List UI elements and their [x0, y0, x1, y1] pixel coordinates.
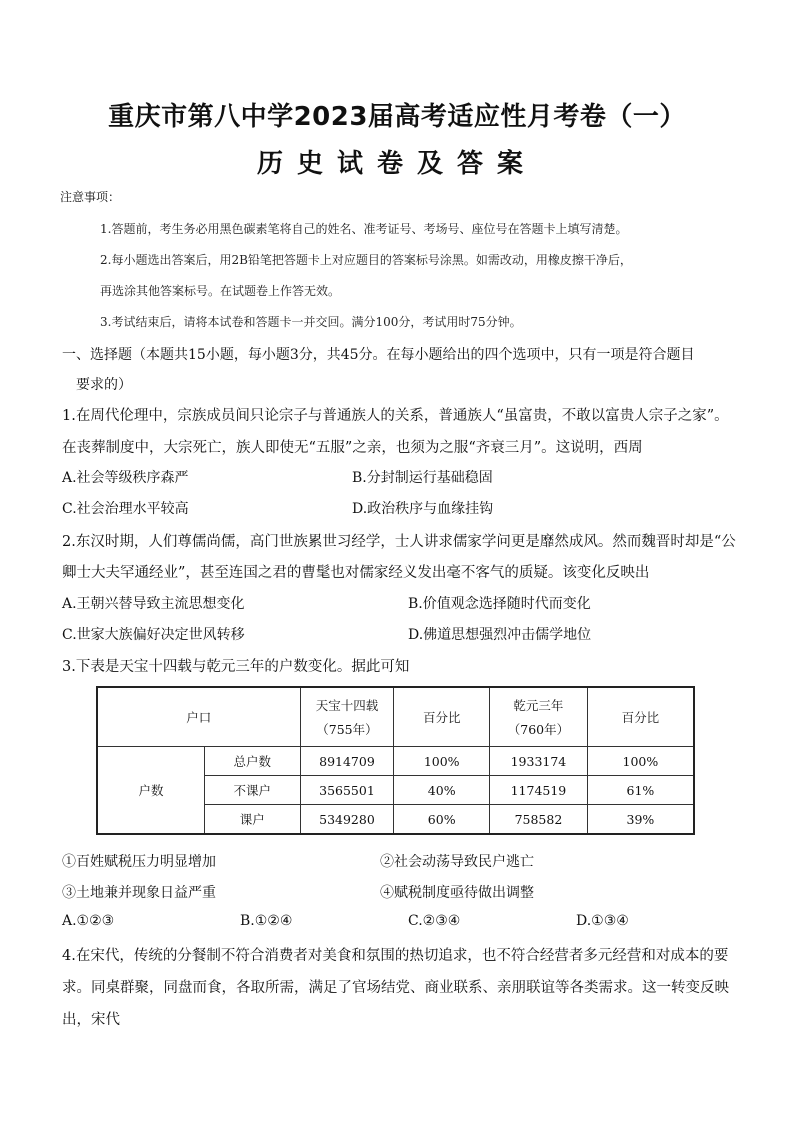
row-label: 总户数 [205, 747, 301, 776]
question-4-text: 4.在宋代，传统的分餐制不符合消费者对美食和氛围的热切追求，也不符合经营者多元经营和对成本的要 [62, 948, 729, 964]
cell-value: 3565501 [300, 776, 394, 805]
cell-percent: 61% [587, 776, 694, 805]
header-year-760 [490, 687, 588, 747]
question-1-option-b: B.分封制运行基础稳固 [352, 470, 493, 486]
question-4-text: 求。同桌群聚，同盘而食，各取所需，满足了官场结党、商业联系、亲朋联谊等各类需求。这一转变反映 [62, 980, 729, 996]
question-3-statement-4: ④赋税制度亟待做出调整 [380, 885, 534, 901]
question-3-option-b: B.①②④ [240, 913, 293, 929]
header-hukou: 户口 [97, 687, 300, 747]
question-1-text: 在丧葬制度中，大宗死亡，族人即使无“五服”之亲，也须为之服“齐衰三月”。这说明，西周 [62, 440, 643, 456]
question-4-text: 出，宋代 [62, 1012, 120, 1028]
question-2-text: 2.东汉时期，人们尊儒尚儒，高门世族累世习经学，士人讲求儒家学问更是靡然成风。然而魏晋时却是“公 [62, 534, 736, 550]
question-2-text: 卿士大夫罕通经业”，甚至连国之君的曹髦也对儒家经义发出毫不客气的质疑。该变化反映出 [62, 565, 650, 581]
household-table [96, 686, 695, 835]
question-1-text: 1.在周代伦理中，宗族成员间只论宗子与普通族人的关系，普通族人“虽富贵，不敢以富贵人宗子之家”。 [62, 408, 729, 424]
question-3-option-a: A.①②③ [62, 913, 115, 929]
question-3-statement-1: ①百姓赋税压力明显增加 [62, 854, 216, 870]
cell-percent: 40% [394, 776, 490, 805]
question-3-statement-3: ③土地兼并现象日益严重 [62, 885, 216, 901]
header-year-755-line1: 天宝十四载 [315, 698, 379, 713]
header-year-755 [300, 687, 394, 747]
notice-item: 2.每小题选出答案后，用2B铅笔把答题卡上对应题目的答案标号涂黑。如需改动，用橡皮擦干净后， [100, 253, 632, 267]
notice-item: 1.答题前，考生务必用黑色碳素笔将自己的姓名、准考证号、考场号、座位号在答题卡上填写清楚。 [100, 222, 628, 236]
question-1-option-c: C.社会治理水平较高 [62, 501, 189, 517]
header-year-760-line2: （760年） [507, 722, 570, 737]
question-1-option-a: A.社会等级秩序森严 [62, 470, 189, 486]
cell-value: 758582 [490, 805, 588, 835]
cell-percent: 100% [394, 747, 490, 776]
question-3-text: 3.下表是天宝十四载与乾元三年的户数变化。据此可知 [62, 659, 410, 675]
question-2-option-d: D.佛道思想强烈冲击儒学地位 [408, 627, 592, 643]
question-2-option-c: C.世家大族偏好决定世风转移 [62, 627, 245, 643]
question-3-option-c: C.②③④ [408, 913, 461, 929]
cell-percent: 60% [394, 805, 490, 835]
header-percent-2: 百分比 [587, 687, 694, 747]
group-label: 户数 [97, 747, 205, 835]
section-heading: 一、选择题（本题共15小题，每小题3分，共45分。在每小题给出的四个选项中，只有一项是符合题目 [62, 347, 695, 363]
cell-value: 8914709 [300, 747, 394, 776]
question-2-option-a: A.王朝兴替导致主流思想变化 [62, 596, 245, 612]
header-year-760-line1: 乾元三年 [513, 698, 564, 713]
row-label: 不课户 [205, 776, 301, 805]
page-subtitle: 历史试卷及答案 [256, 149, 537, 179]
header-percent-1: 百分比 [394, 687, 490, 747]
cell-value: 1174519 [490, 776, 588, 805]
cell-value: 5349280 [300, 805, 394, 835]
header-year-755-line2: （755年） [316, 722, 378, 737]
notice-item: 再选涂其他答案标号。在试题卷上作答无效。 [100, 284, 341, 298]
cell-percent: 39% [587, 805, 694, 835]
table-row [97, 747, 694, 776]
notice-heading: 注意事项： [60, 190, 121, 204]
question-2-option-b: B.价值观念选择随时代而变化 [408, 596, 591, 612]
notice-item: 3.考试结束后，请将本试卷和答题卡一并交回。满分100分，考试用时75分钟。 [100, 315, 522, 329]
cell-value: 1933174 [490, 747, 588, 776]
question-3-option-d: D.①③④ [576, 913, 629, 929]
row-label: 课户 [205, 805, 301, 835]
page-title: 重庆市第八中学2023届高考适应性月考卷（一） [108, 102, 686, 132]
question-1-option-d: D.政治秩序与血缘挂钩 [352, 501, 494, 517]
question-3-statement-2: ②社会动荡导致民户逃亡 [380, 854, 534, 870]
section-heading-cont: 要求的） [76, 377, 132, 393]
cell-percent: 100% [587, 747, 694, 776]
